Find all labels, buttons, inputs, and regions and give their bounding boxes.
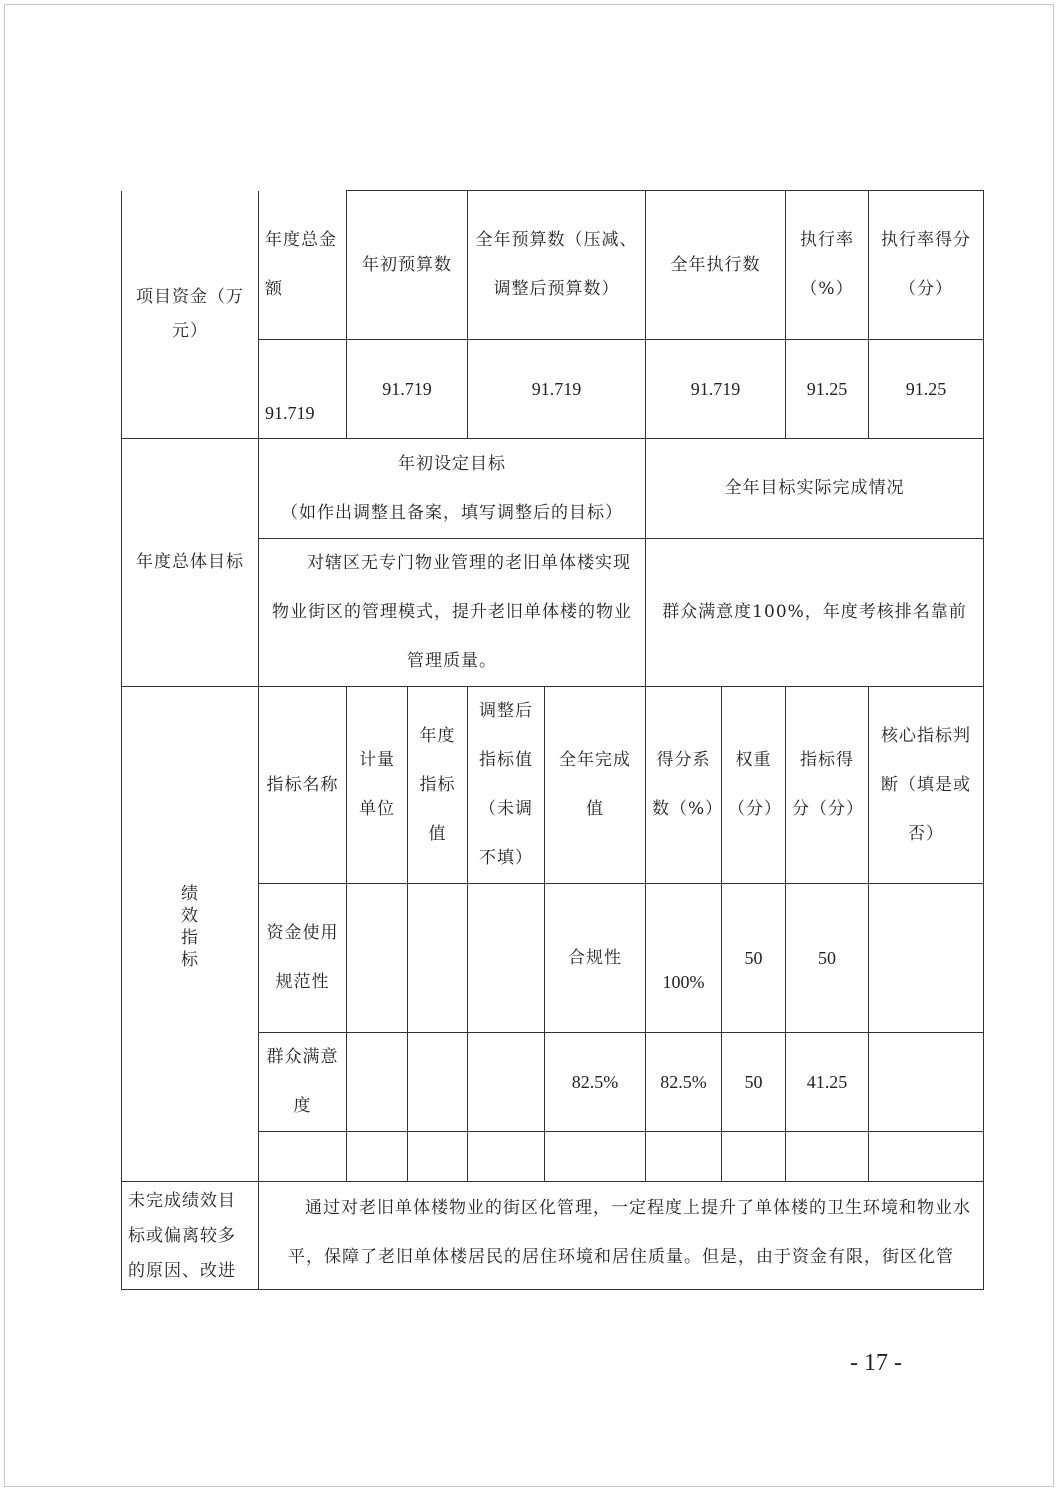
- funds-rate-header: 执行率（%）: [786, 191, 869, 340]
- ind-row-core: [869, 1033, 984, 1132]
- ind-row-score: 41.25: [786, 1033, 869, 1132]
- ind-core-header: 核心指标判断（填是或否）: [869, 687, 984, 884]
- goal-actual-text: 群众满意度100%，年度考核排名靠前: [646, 539, 984, 687]
- indicators-label-cell: [122, 687, 259, 1182]
- ind-target-header: 年度指标值: [408, 687, 468, 884]
- ind-row-name: 资金使用规范性: [259, 884, 347, 1033]
- goal-set-header: 年初设定目标 （如作出调整且备案，填写调整后的目标）: [259, 439, 646, 539]
- indicators-label: 绩效指标: [181, 884, 199, 970]
- ind-row-adjusted: [468, 1033, 545, 1132]
- funds-total-header: 年度总金额: [259, 191, 347, 340]
- ind-row-coef: 82.5%: [646, 1033, 722, 1132]
- goal-label: 年度总体目标: [122, 439, 259, 687]
- ind-unit-header: 计量单位: [347, 687, 408, 884]
- ind-row-target: [408, 1033, 468, 1132]
- funds-rate-value: 91.25: [786, 340, 869, 439]
- ind-row-core: [869, 884, 984, 1033]
- funds-initial-header: 年初预算数: [347, 191, 468, 340]
- ind-row-score: 50: [786, 884, 869, 1033]
- reason-label-cell: [122, 1182, 259, 1290]
- ind-row-target: [408, 884, 468, 1033]
- ind-adjusted-header: 调整后指标值（未调不填）: [468, 687, 545, 884]
- funds-score-header: 执行率得分（分）: [869, 191, 984, 340]
- ind-row-completed: 合规性: [545, 884, 646, 1033]
- funds-executed-header: 全年执行数: [646, 191, 786, 340]
- funds-fullyear-value: 91.719: [468, 340, 646, 439]
- ind-completed-header: 全年完成值: [545, 687, 646, 884]
- funds-executed-value: 91.719: [646, 340, 786, 439]
- performance-table: [121, 190, 984, 1290]
- ind-row-unit: [347, 1033, 408, 1132]
- ind-row-weight: 50: [722, 884, 786, 1033]
- ind-row-completed: 82.5%: [545, 1033, 646, 1132]
- ind-row-unit: [347, 884, 408, 1033]
- reason-text: 通过对老旧单体楼物业的街区化管理，一定程度上提升了单体楼的卫生环境和物业水平，保障了老旧单体楼居民的居住环境和居住质量。但是，由于资金有限，街区化管: [259, 1182, 984, 1290]
- ind-score-header: 指标得分（分）: [786, 687, 869, 884]
- goal-actual-header: 全年目标实际完成情况: [646, 439, 984, 539]
- goal-set-text: 对辖区无专门物业管理的老旧单体楼实现物业街区的管理模式，提升老旧单体楼的物业管理质量。: [259, 539, 646, 687]
- funds-label-cell: [122, 191, 259, 439]
- ind-row-name: 群众满意度: [259, 1033, 347, 1132]
- ind-coef-header: 得分系数（%）: [646, 687, 722, 884]
- funds-fullyear-header: 全年预算数（压减、调整后预算数）: [468, 191, 646, 340]
- funds-total-value: 91.719: [259, 340, 347, 439]
- ind-weight-header: 权重（分）: [722, 687, 786, 884]
- ind-name-header: 指标名称: [259, 687, 347, 884]
- reason-label: 未完成绩效目标或偏离较多的原因、改进: [128, 1191, 236, 1281]
- funds-label: 项目资金（万元）: [136, 287, 244, 342]
- ind-row-weight: 50: [722, 1033, 786, 1132]
- funds-score-value: 91.25: [869, 340, 984, 439]
- ind-row-coef: 100%: [646, 884, 722, 1033]
- ind-row-adjusted: [468, 884, 545, 1033]
- funds-initial-value: 91.719: [347, 340, 468, 439]
